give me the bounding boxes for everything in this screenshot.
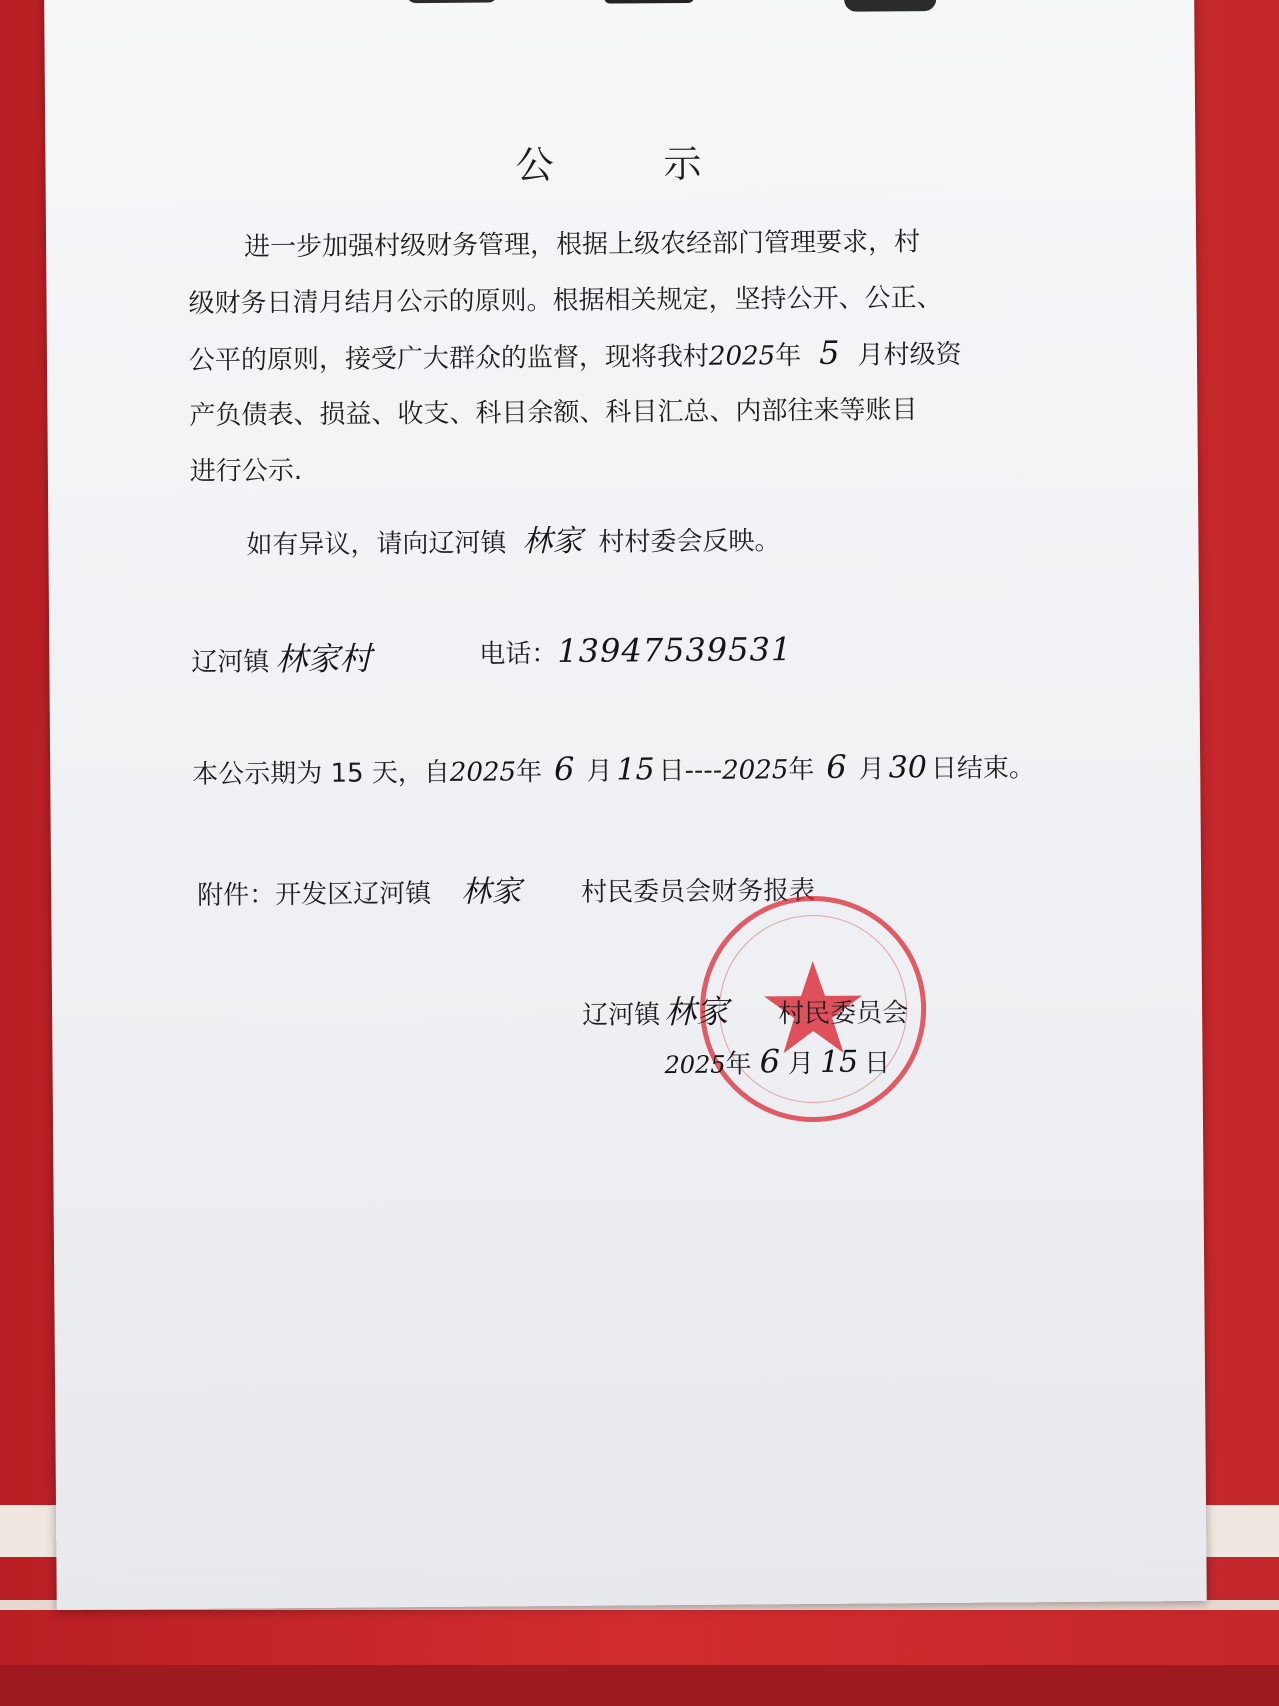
sign-year-suffix: 年 <box>725 1049 752 1080</box>
handwritten-start-month: 6 <box>553 749 575 789</box>
handwritten-end-year: 2025 <box>722 755 789 786</box>
clipboard-clip-left <box>406 0 498 3</box>
period-month-suffix-2: 月 <box>858 754 885 785</box>
objection-line <box>246 514 780 562</box>
period-year-suffix-2: 年 <box>788 754 815 786</box>
period-month-suffix-1: 月 <box>586 756 613 787</box>
year-suffix: 年 <box>775 341 802 372</box>
contact-town: 辽河镇 <box>191 647 270 678</box>
handwritten-start-year: 2025 <box>449 757 517 788</box>
handwritten-contact-village: 林家村 <box>275 639 372 679</box>
notice-paper <box>44 0 1207 1610</box>
handwritten-sign-day: 15 <box>819 1044 859 1080</box>
paragraph-line-4: 产负债表、损益、收支、科目余额、科目汇总、内部往来等账目 <box>189 395 918 431</box>
handwritten-end-day: 30 <box>888 750 928 786</box>
handwritten-start-day: 15 <box>616 752 655 788</box>
contact-line <box>191 633 371 680</box>
signature-date <box>664 1041 890 1081</box>
handwritten-month: 5 <box>819 333 840 372</box>
handwritten-sign-year: 2025 <box>664 1050 726 1080</box>
board-bottom-band <box>0 1665 1279 1706</box>
phone-label: 电话： <box>479 638 558 670</box>
handwritten-signature-village: 林家 <box>663 992 729 1032</box>
clipboard-clip-knob <box>604 0 694 4</box>
period-text: 本公示期为 15 天，自 <box>192 757 450 790</box>
signature-line <box>582 985 908 1034</box>
sign-month-suffix: 月 <box>787 1048 815 1080</box>
phone-line <box>479 630 792 670</box>
attachment-text-end: 村民委员会财务报表 <box>581 875 816 908</box>
paragraph-line-1: 进一步加强村级财务管理，根据上级农经部门管理要求，村 <box>243 227 921 263</box>
signature-town: 辽河镇 <box>582 1000 661 1031</box>
period-dash: 日---- <box>658 755 723 787</box>
signature-committee: 村民委员会 <box>778 998 909 1030</box>
period-end-text: 日结束。 <box>930 753 1036 785</box>
objection-text-end: 村村委会反映。 <box>598 526 781 558</box>
paragraph-line-3 <box>189 333 962 377</box>
paragraph-line-2: 级财务日清月结月公示的原则。根据相关规定，坚持公开、公正、 <box>188 282 943 319</box>
handwritten-attachment-village: 林家 <box>461 874 522 910</box>
sign-day-suffix: 日 <box>864 1048 891 1079</box>
handwritten-year: 2025 <box>708 341 776 372</box>
period-line <box>192 746 1035 791</box>
period-year-suffix-1: 年 <box>515 757 543 788</box>
handwritten-end-month: 6 <box>826 747 847 786</box>
objection-text: 如有异议，请向辽河镇 <box>246 528 507 561</box>
paragraph-line-5: 进行公示. <box>189 455 303 487</box>
clipboard-clip-right <box>844 0 936 12</box>
handwritten-sign-month: 6 <box>759 1042 781 1081</box>
paragraph-line-3-end: 月村级资 <box>857 339 962 371</box>
attachment-text: 附件：开发区辽河镇 <box>197 878 432 911</box>
paragraph-line-3-text: 公平的原则，接受广大群众的监督，现将我村 <box>188 341 710 376</box>
notice-title: 公示 <box>515 140 812 188</box>
handwritten-phone-number: 13947539531 <box>557 630 793 670</box>
handwritten-village-name: 林家 <box>522 523 583 560</box>
